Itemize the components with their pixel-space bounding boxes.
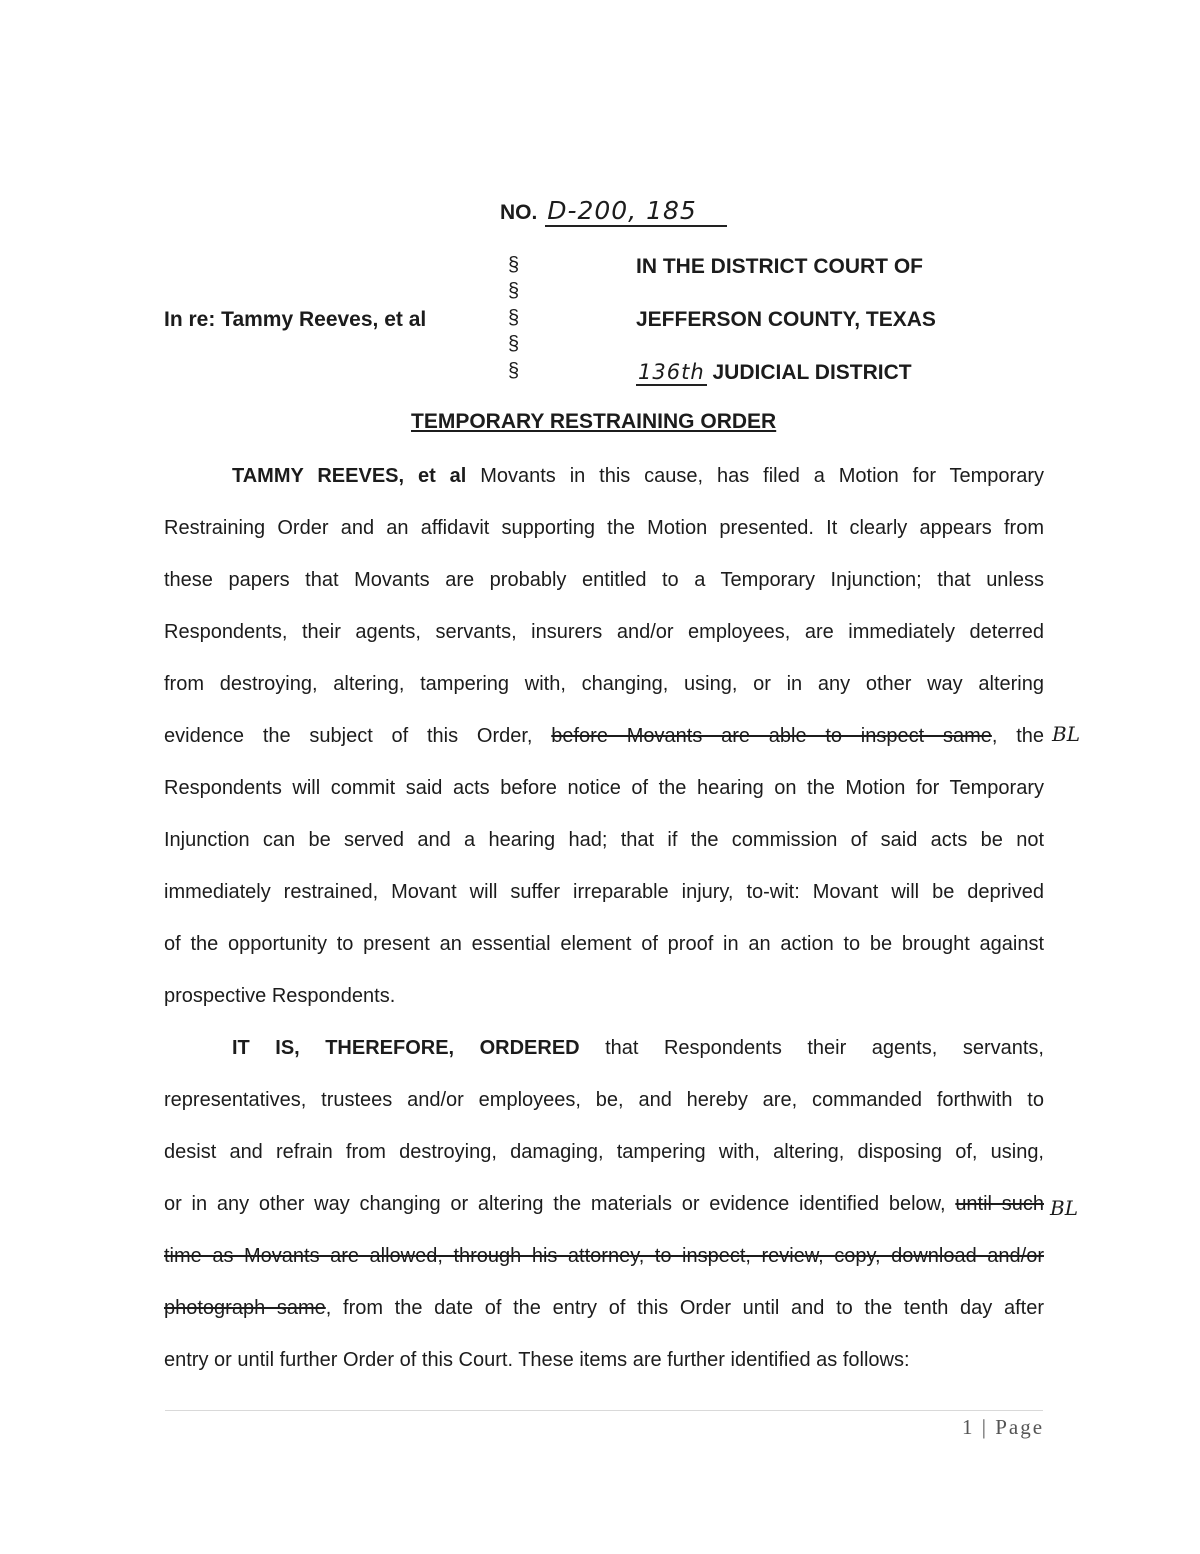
- line-text: , from the date of the entry of this Order until and to the tenth day after: [325, 1297, 1044, 1319]
- case-number-label: NO.: [500, 201, 538, 224]
- court-line-3: [636, 360, 912, 385]
- text-line: desist and refrain from destroying, damaging, tampering with, altering, disposing of, using,: [164, 1141, 1044, 1163]
- text-line: entry or until further Order of this Court. These items are further identified as follows:: [164, 1349, 910, 1371]
- struck-text: photograph same: [164, 1297, 326, 1319]
- text-line: of the opportunity to present an essential element of proof in an action to be brought against: [164, 933, 1044, 955]
- text-line: prospective Respondents.: [164, 985, 396, 1007]
- struck-text: until such: [955, 1193, 1044, 1215]
- section-mark: §: [508, 333, 520, 355]
- section-mark: §: [508, 307, 520, 329]
- text-line: Respondents will commit said acts before notice of the hearing on the Motion for Temporary: [164, 777, 1044, 799]
- line-text: or in any other way changing or altering the materials or evidence identified below,: [164, 1193, 956, 1215]
- text-line: [164, 1022, 1044, 1074]
- in-re-caption: In re: Tammy Reeves, et al: [164, 308, 427, 331]
- line-text: evidence the subject of this Order,: [164, 725, 552, 747]
- paragraph-findings: [164, 450, 1044, 1022]
- footer-divider: [165, 1410, 1043, 1411]
- text-line: [164, 1230, 1044, 1282]
- page-footer: [962, 1415, 1044, 1440]
- line-text: Movants in this cause, has filed a Motion for Temporary: [466, 465, 1045, 487]
- text-line: [164, 1178, 1044, 1230]
- paragraph-order: [164, 1022, 1044, 1386]
- text-line: representatives, trustees and/or employees, be, and hereby are, commanded forthwith to: [164, 1089, 1044, 1111]
- section-mark: §: [508, 254, 520, 276]
- section-mark: §: [508, 280, 520, 302]
- page-separator: |: [981, 1415, 988, 1439]
- text-line: Restraining Order and an affidavit supporting the Motion presented. It clearly appears from: [164, 517, 1044, 539]
- page-label: Page: [995, 1415, 1045, 1439]
- court-line-1: IN THE DISTRICT COURT OF: [636, 255, 923, 278]
- text-line: [164, 1282, 1044, 1334]
- struck-text: before Movants are able to inspect same: [551, 725, 992, 747]
- judicial-district-label: JUDICIAL DISTRICT: [712, 361, 912, 384]
- text-line: Respondents, their agents, servants, insurers and/or employees, are immediately deterred: [164, 621, 1044, 643]
- line-text: , the: [991, 725, 1044, 747]
- district-number-handwritten: 136th: [638, 360, 705, 384]
- text-line: [164, 450, 1044, 502]
- text-line: these papers that Movants are probably entitled to a Temporary Injunction; that unless: [164, 569, 1044, 591]
- document-title: TEMPORARY RESTRAINING ORDER: [411, 410, 777, 433]
- text-line: immediately restrained, Movant will suffer irreparable injury, to-wit: Movant will be deprived: [164, 881, 1044, 903]
- struck-text: time as Movants are allowed, through his attorney, to inspect, review, copy, download and/or: [164, 1245, 1044, 1267]
- text-line: Injunction can be served and a hearing had; that if the commission of said acts be not: [164, 829, 1044, 851]
- court-line-2: JEFFERSON COUNTY, TEXAS: [636, 308, 936, 331]
- case-number: [500, 196, 727, 225]
- text-line: from destroying, altering, tampering with, changing, using, or in any other way altering: [164, 673, 1044, 695]
- text-line: [164, 710, 1044, 762]
- handwritten-initials: BL: [1050, 1196, 1078, 1220]
- page-number: 1: [962, 1415, 975, 1439]
- movant-name: TAMMY REEVES, et al: [232, 465, 467, 487]
- handwritten-initials: BL: [1052, 722, 1080, 746]
- order-heading: IT IS, THEREFORE, ORDERED: [232, 1037, 580, 1059]
- case-number-handwritten: D-200, 185: [545, 196, 727, 227]
- section-mark: §: [508, 360, 520, 382]
- line-text: that Respondents their agents, servants,: [579, 1037, 1044, 1059]
